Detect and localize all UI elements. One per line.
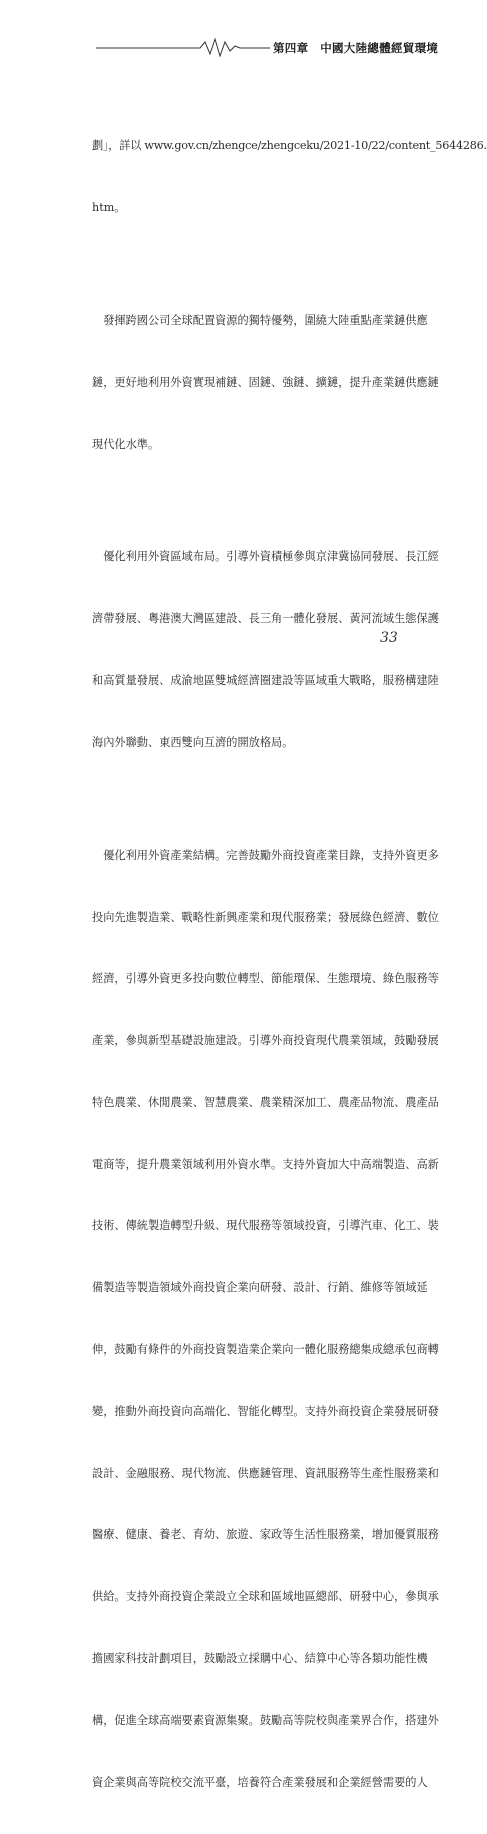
text-line: 劃」，詳以 www.gov.cn/zhengce/zhengceku/2021-10/22/content_5644286. xyxy=(92,139,487,153)
text-line: 發揮跨國公司全球配置資源的獨特優勢，圍繞大陸重點產業鏈供應 xyxy=(92,313,428,327)
text-line: 濟帶發展、粵港澳大灣區建設、長三角一體化發展、黃河流域生態保護 xyxy=(92,612,439,626)
text-line: 資企業與高等院校交流平臺，培養符合產業發展和企業經營需要的人 xyxy=(92,1775,428,1789)
text-line: 產業，參與新型基礎設施建設。引導外商投資現代農業領域，鼓勵發展 xyxy=(92,1034,439,1048)
text-line: 技術、傳統製造轉型升級、現代服務等領域投資，引導汽車、化工、裝 xyxy=(92,1219,439,1233)
paragraph-3 xyxy=(92,805,439,1834)
text-line: 備製造等製造領域外商投資企業向研發、設計、行銷、維修等領域延 xyxy=(92,1281,428,1295)
text-line: 投向先進製造業、戰略性新興產業和現代服務業；發展綠色經濟、數位 xyxy=(92,910,439,924)
text-line: 變，推動外商投資向高端化、智能化轉型。支持外商投資企業發展研發 xyxy=(92,1404,439,1418)
page-body xyxy=(92,95,487,1834)
page-number: 33 xyxy=(380,630,398,646)
text-line: 構，促進全球高端要素資源集聚。鼓勵高等院校與產業界合作，搭建外 xyxy=(92,1713,439,1727)
text-line: 特色農業、休閒農業、智慧農業、農業精深加工、農產品物流、農產品 xyxy=(92,1095,439,1109)
text-line: 優化利用外資產業結構。完善鼓勵外商投資產業目錄，支持外資更多 xyxy=(92,848,439,862)
text-line: 現代化水準。 xyxy=(92,437,160,451)
chapter-title: 第四章 中國大陸總體經貿環境 xyxy=(273,41,439,55)
paragraph-1 xyxy=(92,270,439,497)
text-line: 醫療、健康、養老、育幼、旅遊、家政等生活性服務業，增加優質服務 xyxy=(92,1528,439,1542)
page-header xyxy=(0,36,480,58)
paragraph-0 xyxy=(92,95,487,260)
paragraph-2 xyxy=(92,506,439,794)
text-line: 擔國家科技計劃項目，鼓勵設立採購中心、結算中心等各類功能性機 xyxy=(92,1651,428,1665)
text-line: 設計、金融服務、現代物流、供應鏈管理、資訊服務等生產性服務業和 xyxy=(92,1466,439,1480)
text-line: 伸，鼓勵有條件的外商投資製造業企業向一體化服務總集成總承包商轉 xyxy=(92,1343,439,1357)
text-line: 優化利用外資區域布局。引導外資積極參與京津冀協同發展、長江經 xyxy=(92,550,439,564)
text-line: 經濟，引導外資更多投向數位轉型、節能環保、生態環境、綠色服務等 xyxy=(92,972,439,986)
text-line: 供給。支持外商投資企業設立全球和區域地區總部、研發中心，參與承 xyxy=(92,1590,439,1604)
text-line: 海內外聯動、東西雙向互濟的開放格局。 xyxy=(92,735,294,749)
text-line: 和高質量發展、成渝地區雙城經濟圈建設等區域重大戰略，服務構建陸 xyxy=(92,674,439,688)
text-line: 鏈，更好地利用外資實現補鏈、固鏈、強鏈、擴鏈，提升產業鏈供應鏈 xyxy=(92,375,439,389)
text-line: htm。 xyxy=(92,200,126,214)
text-line: 電商等，提升農業領域利用外資水準。支持外資加大中高端製造、高新 xyxy=(92,1157,439,1171)
